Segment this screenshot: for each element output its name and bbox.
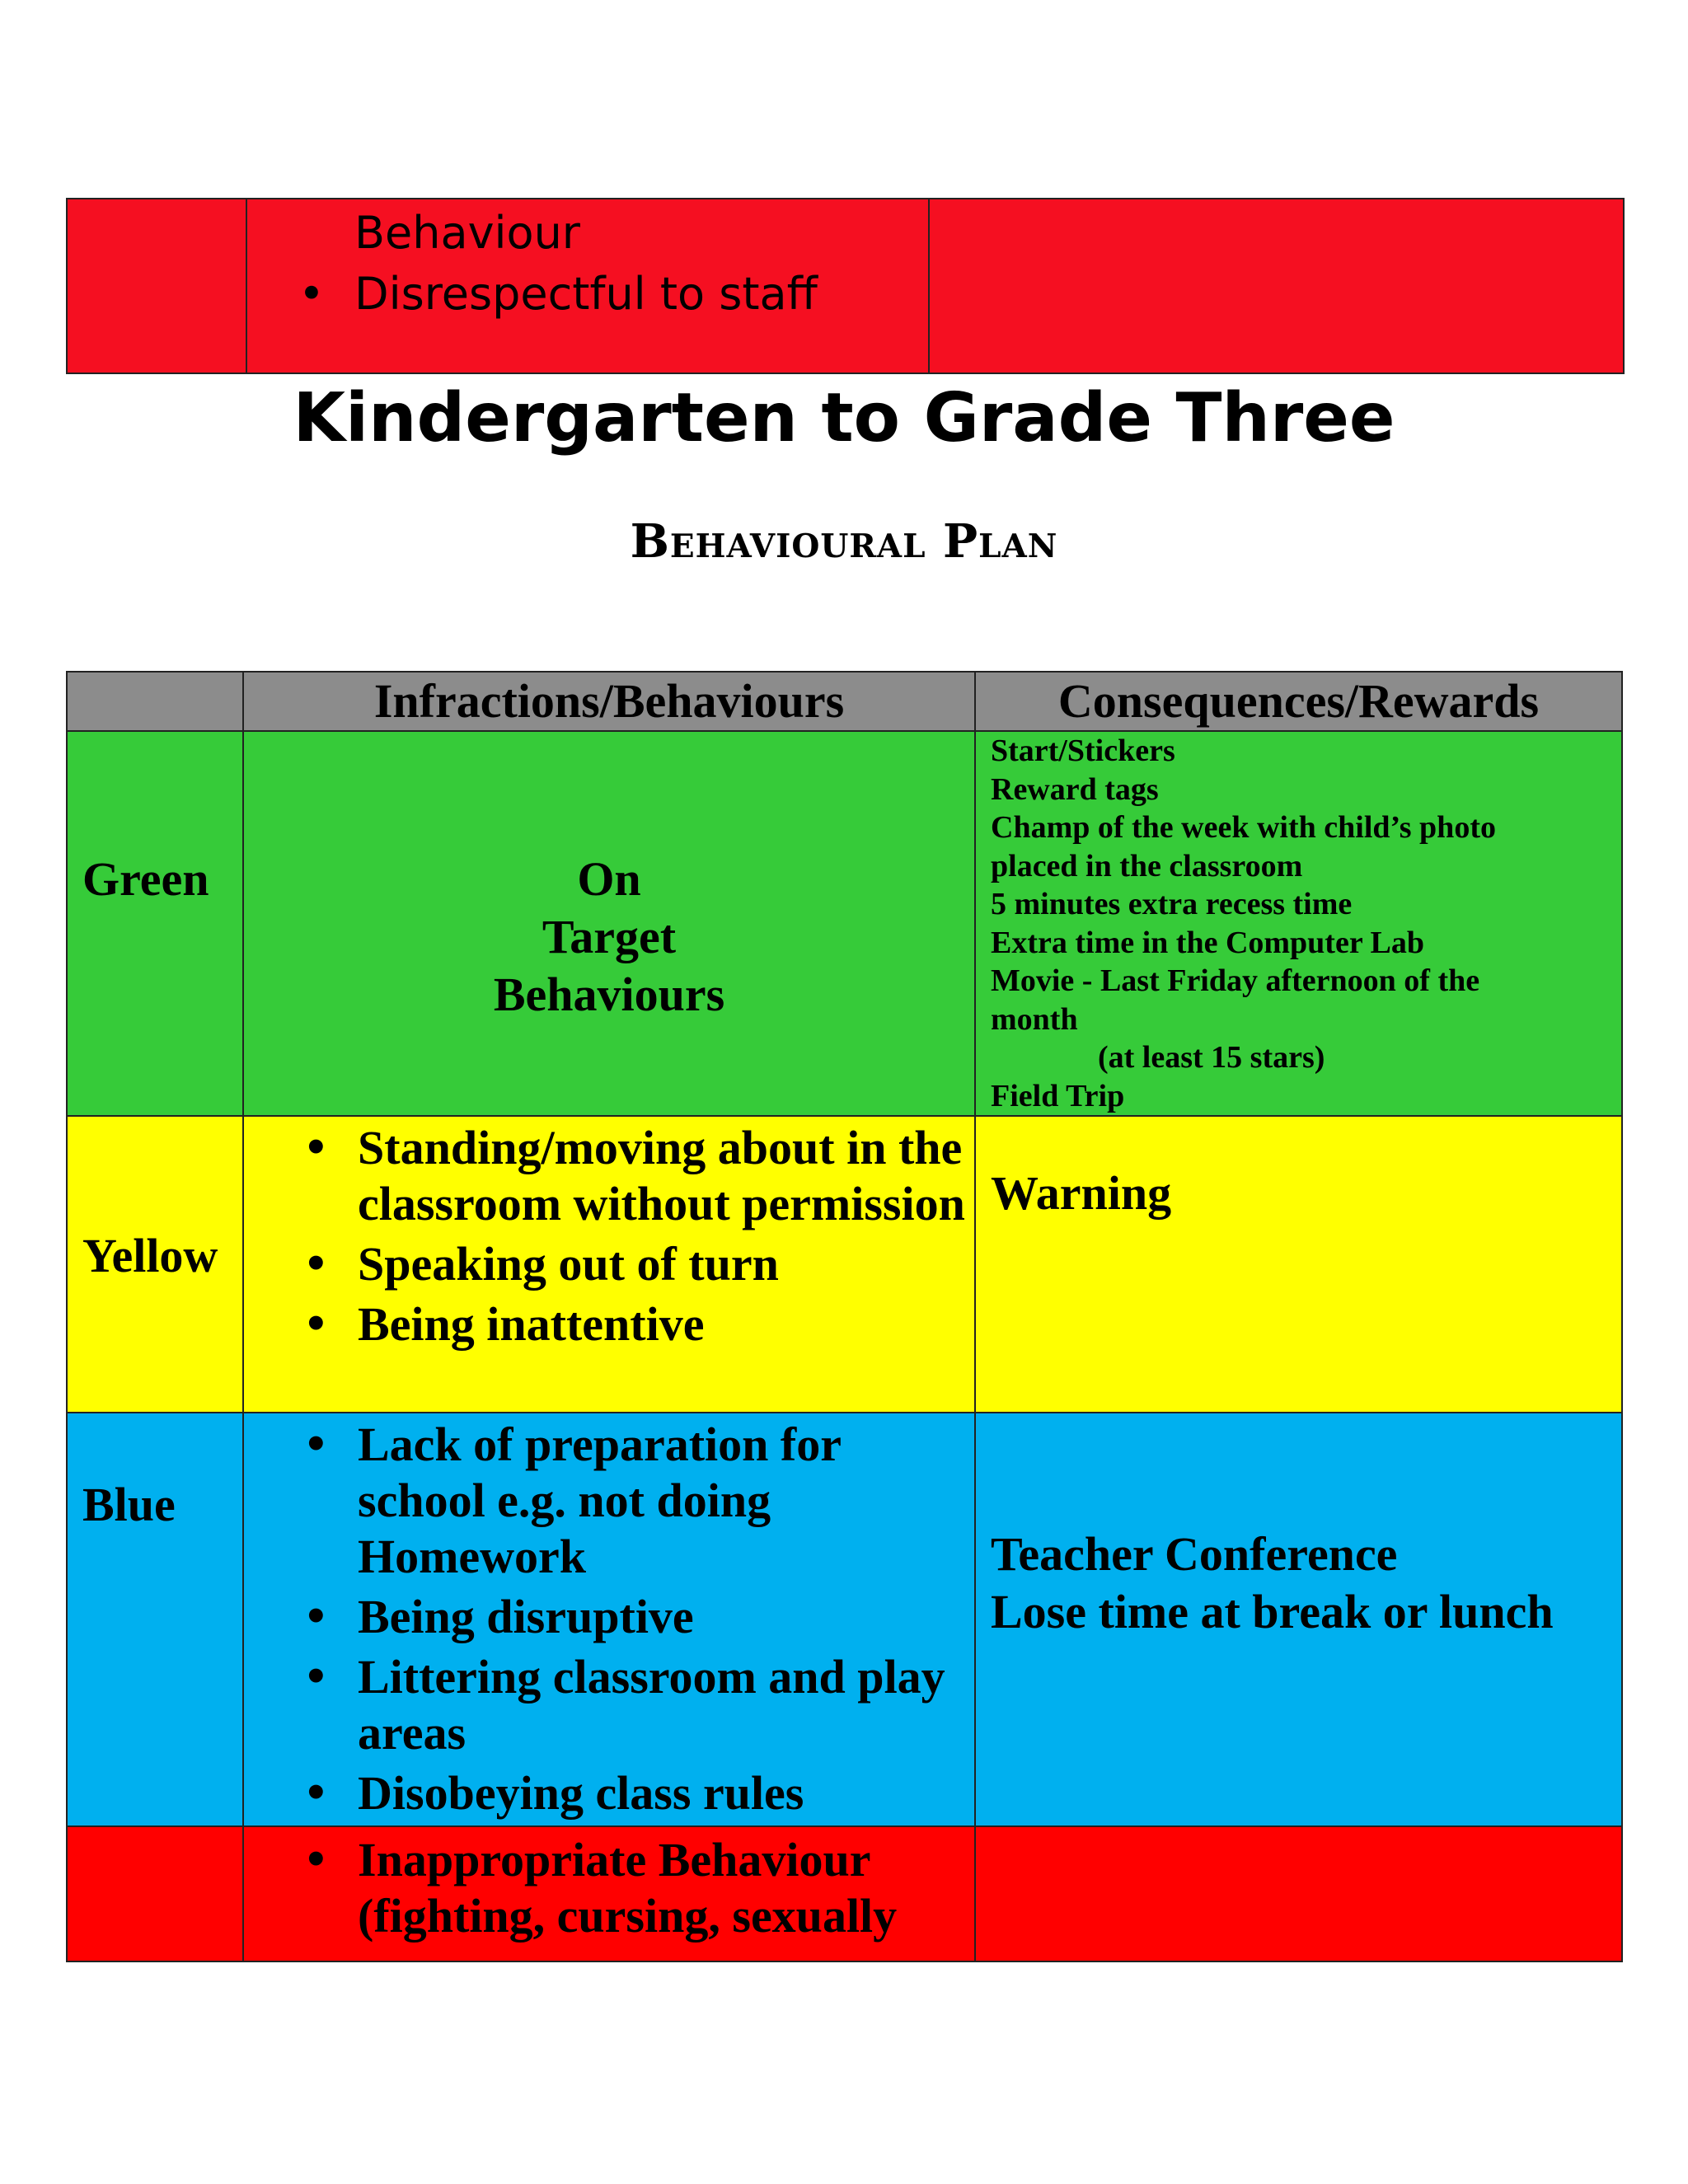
reward-item: Extra time in the Computer Lab xyxy=(991,925,1424,960)
continuation-bullet-item: • Disrespectful to staff xyxy=(354,264,928,325)
red-level-cell xyxy=(67,1826,243,1961)
page-subtitle: Behavioural Plan xyxy=(630,514,1058,569)
green-behaviour-line: On xyxy=(577,852,641,906)
green-behaviours-cell xyxy=(243,731,975,1116)
yellow-infractions-cell xyxy=(243,1116,975,1413)
red-infractions-cell xyxy=(243,1826,975,1961)
reward-item: (at least 15 stars) xyxy=(1098,1040,1325,1075)
reward-item: Reward tags xyxy=(991,771,1159,807)
blue-infractions-cell xyxy=(243,1413,975,1826)
list-item: • Being disruptive xyxy=(358,1589,974,1645)
header-infractions: Infractions/Behaviours xyxy=(243,672,975,731)
continuation-table xyxy=(66,198,1625,374)
red-row xyxy=(67,1826,1622,1961)
blue-row xyxy=(67,1413,1622,1826)
green-label: Green xyxy=(82,852,209,906)
continuation-level-cell xyxy=(67,199,246,373)
red-infraction-list xyxy=(244,1827,974,1944)
blue-consequences-cell xyxy=(975,1413,1622,1826)
green-rewards-cell xyxy=(975,731,1622,1116)
reward-item: 5 minutes extra recess time xyxy=(991,887,1353,921)
green-level-cell xyxy=(67,731,243,1116)
green-row xyxy=(67,731,1622,1116)
blue-level-cell xyxy=(67,1413,243,1826)
continuation-line: Behaviour xyxy=(354,207,581,259)
list-item: • Lack of preparation for school e.g. not doing Homework xyxy=(358,1417,974,1585)
red-consequences-cell xyxy=(975,1826,1622,1961)
yellow-label: Yellow xyxy=(82,1229,218,1282)
continuation-consequences-cell xyxy=(929,199,1624,373)
list-item: • Littering classroom and play areas xyxy=(358,1649,974,1761)
page-title: Kindergarten to Grade Three xyxy=(293,379,1395,457)
list-item: • Speaking out of turn xyxy=(358,1236,974,1292)
continuation-infractions-cell xyxy=(246,199,929,373)
list-item: • Disobeying class rules xyxy=(358,1765,974,1821)
list-item: • Inappropriate Behaviour (fighting, cursing, sexually xyxy=(358,1832,974,1944)
green-behaviour-line: Target xyxy=(542,910,677,963)
table-header-row xyxy=(67,672,1622,731)
blue-label: Blue xyxy=(82,1478,176,1531)
header-level xyxy=(67,672,243,731)
consequence-item: Teacher Conference xyxy=(991,1527,1398,1581)
consequence-item: Lose time at break or lunch xyxy=(991,1585,1554,1638)
yellow-row xyxy=(67,1116,1622,1413)
reward-item: Field Trip xyxy=(991,1078,1125,1113)
list-item: • Standing/moving about in the classroom without permission xyxy=(358,1120,974,1232)
reward-item: Movie - Last Friday afternoon of the xyxy=(991,963,1480,998)
yellow-level-cell xyxy=(67,1116,243,1413)
behavioural-plan-table xyxy=(66,671,1623,1962)
reward-item: month xyxy=(991,1001,1078,1037)
consequence-item: Warning xyxy=(991,1166,1172,1220)
header-consequences: Consequences/Rewards xyxy=(975,672,1622,731)
reward-item: Start/Stickers xyxy=(991,733,1175,768)
green-behaviour-line: Behaviours xyxy=(493,968,725,1021)
list-item: • Being inattentive xyxy=(358,1296,974,1352)
reward-item: placed in the classroom xyxy=(991,848,1303,883)
blue-infraction-list xyxy=(244,1413,974,1821)
yellow-consequences-cell xyxy=(975,1116,1622,1413)
reward-item: Champ of the week with child’s photo xyxy=(991,810,1496,845)
yellow-infraction-list xyxy=(244,1117,974,1352)
